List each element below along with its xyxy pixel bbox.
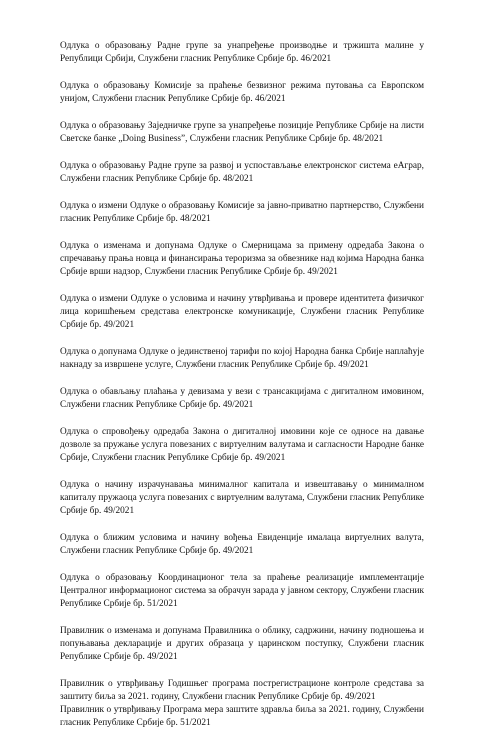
list-item: Одлука о измени Одлуке о образовању Комисије за јавно-приватно партнерство, Службени гласник Републике Србије бр. 48/2021 — [60, 201, 424, 224]
list-item: Одлука о образовању Радне групе за унапређење производње и тржишта малине у Републици Србији, Службени гласник Републике Србије бр. 46/2021 — [60, 41, 424, 64]
list-item: Одлука о ближим условима и начину вођења Евиденције ималаца виртуелних валута, Службени гласник Републике Србије бр. 49/2021 — [60, 533, 424, 556]
list-item: Правилник о утврђивању Годишњег програма пострегистрационе контроле средстава за заштиту биља за 2021. годину, Службени гласник Републике Србије бр. 49/2021 — [60, 679, 424, 702]
list-item: Правилник о изменама и допунама Правилника о облику, садржини, начину подношења и попуњавања декларације и других образаца у царинском поступку, Службени гласник Републике Србије бр. 49/2021 — [60, 626, 424, 662]
list-item: Одлука о измени Одлуке о условима и начину утврђивања и провере идентитета физичког лица коришћењем средстава електронске комуникације, Службени гласник Републике Србије бр. 49/2021 — [60, 294, 424, 330]
list-item: Одлука о допунама Одлуке о јединственој тарифи по којој Народна банка Србије наплаћује накнаду за извршене услуге, Службени гласник Републике Србије бр. 49/2021 — [60, 347, 424, 370]
list-item: Одлука о спровођењу одредаба Закона о дигиталној имовини које се односе на давање дозволе за пружање услуга повезаних с виртуелним валутама и сагласности Народне банке Србије, Службени гласник Републике Србије бр. 49/2021 — [60, 427, 424, 463]
list-item: Одлука о образовању Заједничке групе за унапређење позиције Републике Србије на листи Светске банке „Doing Business”, Службени гласник Републике Србије бр. 48/2021 — [60, 121, 424, 144]
list-item: Одлука о образовању Координационог тела за праћење реализације имплементације Централног информационог система за обрачун зарада у јавном сектору, Службени гласник Републике Србије бр. 51/2021 — [60, 573, 424, 609]
list-item: Правилник о утврђивању Програма мера заштите здравља биља за 2021. годину, Службени гласник Републике Србије бр. 51/2021 — [60, 705, 424, 728]
list-item: Одлука о образовању Радне групе за развој и успостављање електронског система еАграр, Службени гласник Републике Србије бр. 48/2021 — [60, 161, 424, 184]
regulation-list — [60, 40, 424, 744]
list-item: Одлука о обављању плаћања у девизама у вези с трансакцијама с дигиталном имовином, Службени гласник Републике Србије бр. 49/2021 — [60, 387, 424, 410]
list-item: Одлука о образовању Комисије за праћење безвизног режима путовања са Европском унијом, Службени гласник Републике Србије бр. 46/2021 — [60, 81, 424, 104]
list-item: Одлука о начину израчунавања минималног капитала и извештавању о минималном капиталу пружаоца услуга повезаних с виртуелним валутама, Службени гласник Републике Србије бр. 49/2021 — [60, 480, 424, 516]
list-item: Одлука о изменама и допунама Одлуке о Смерницама за примену одредаба Закона о спречавању прања новца и финансирања тероризма за обвезнике над којима Народна банка Србије врши надзор, Службени гласник Републике Србије бр. 49/2021 — [60, 241, 424, 277]
